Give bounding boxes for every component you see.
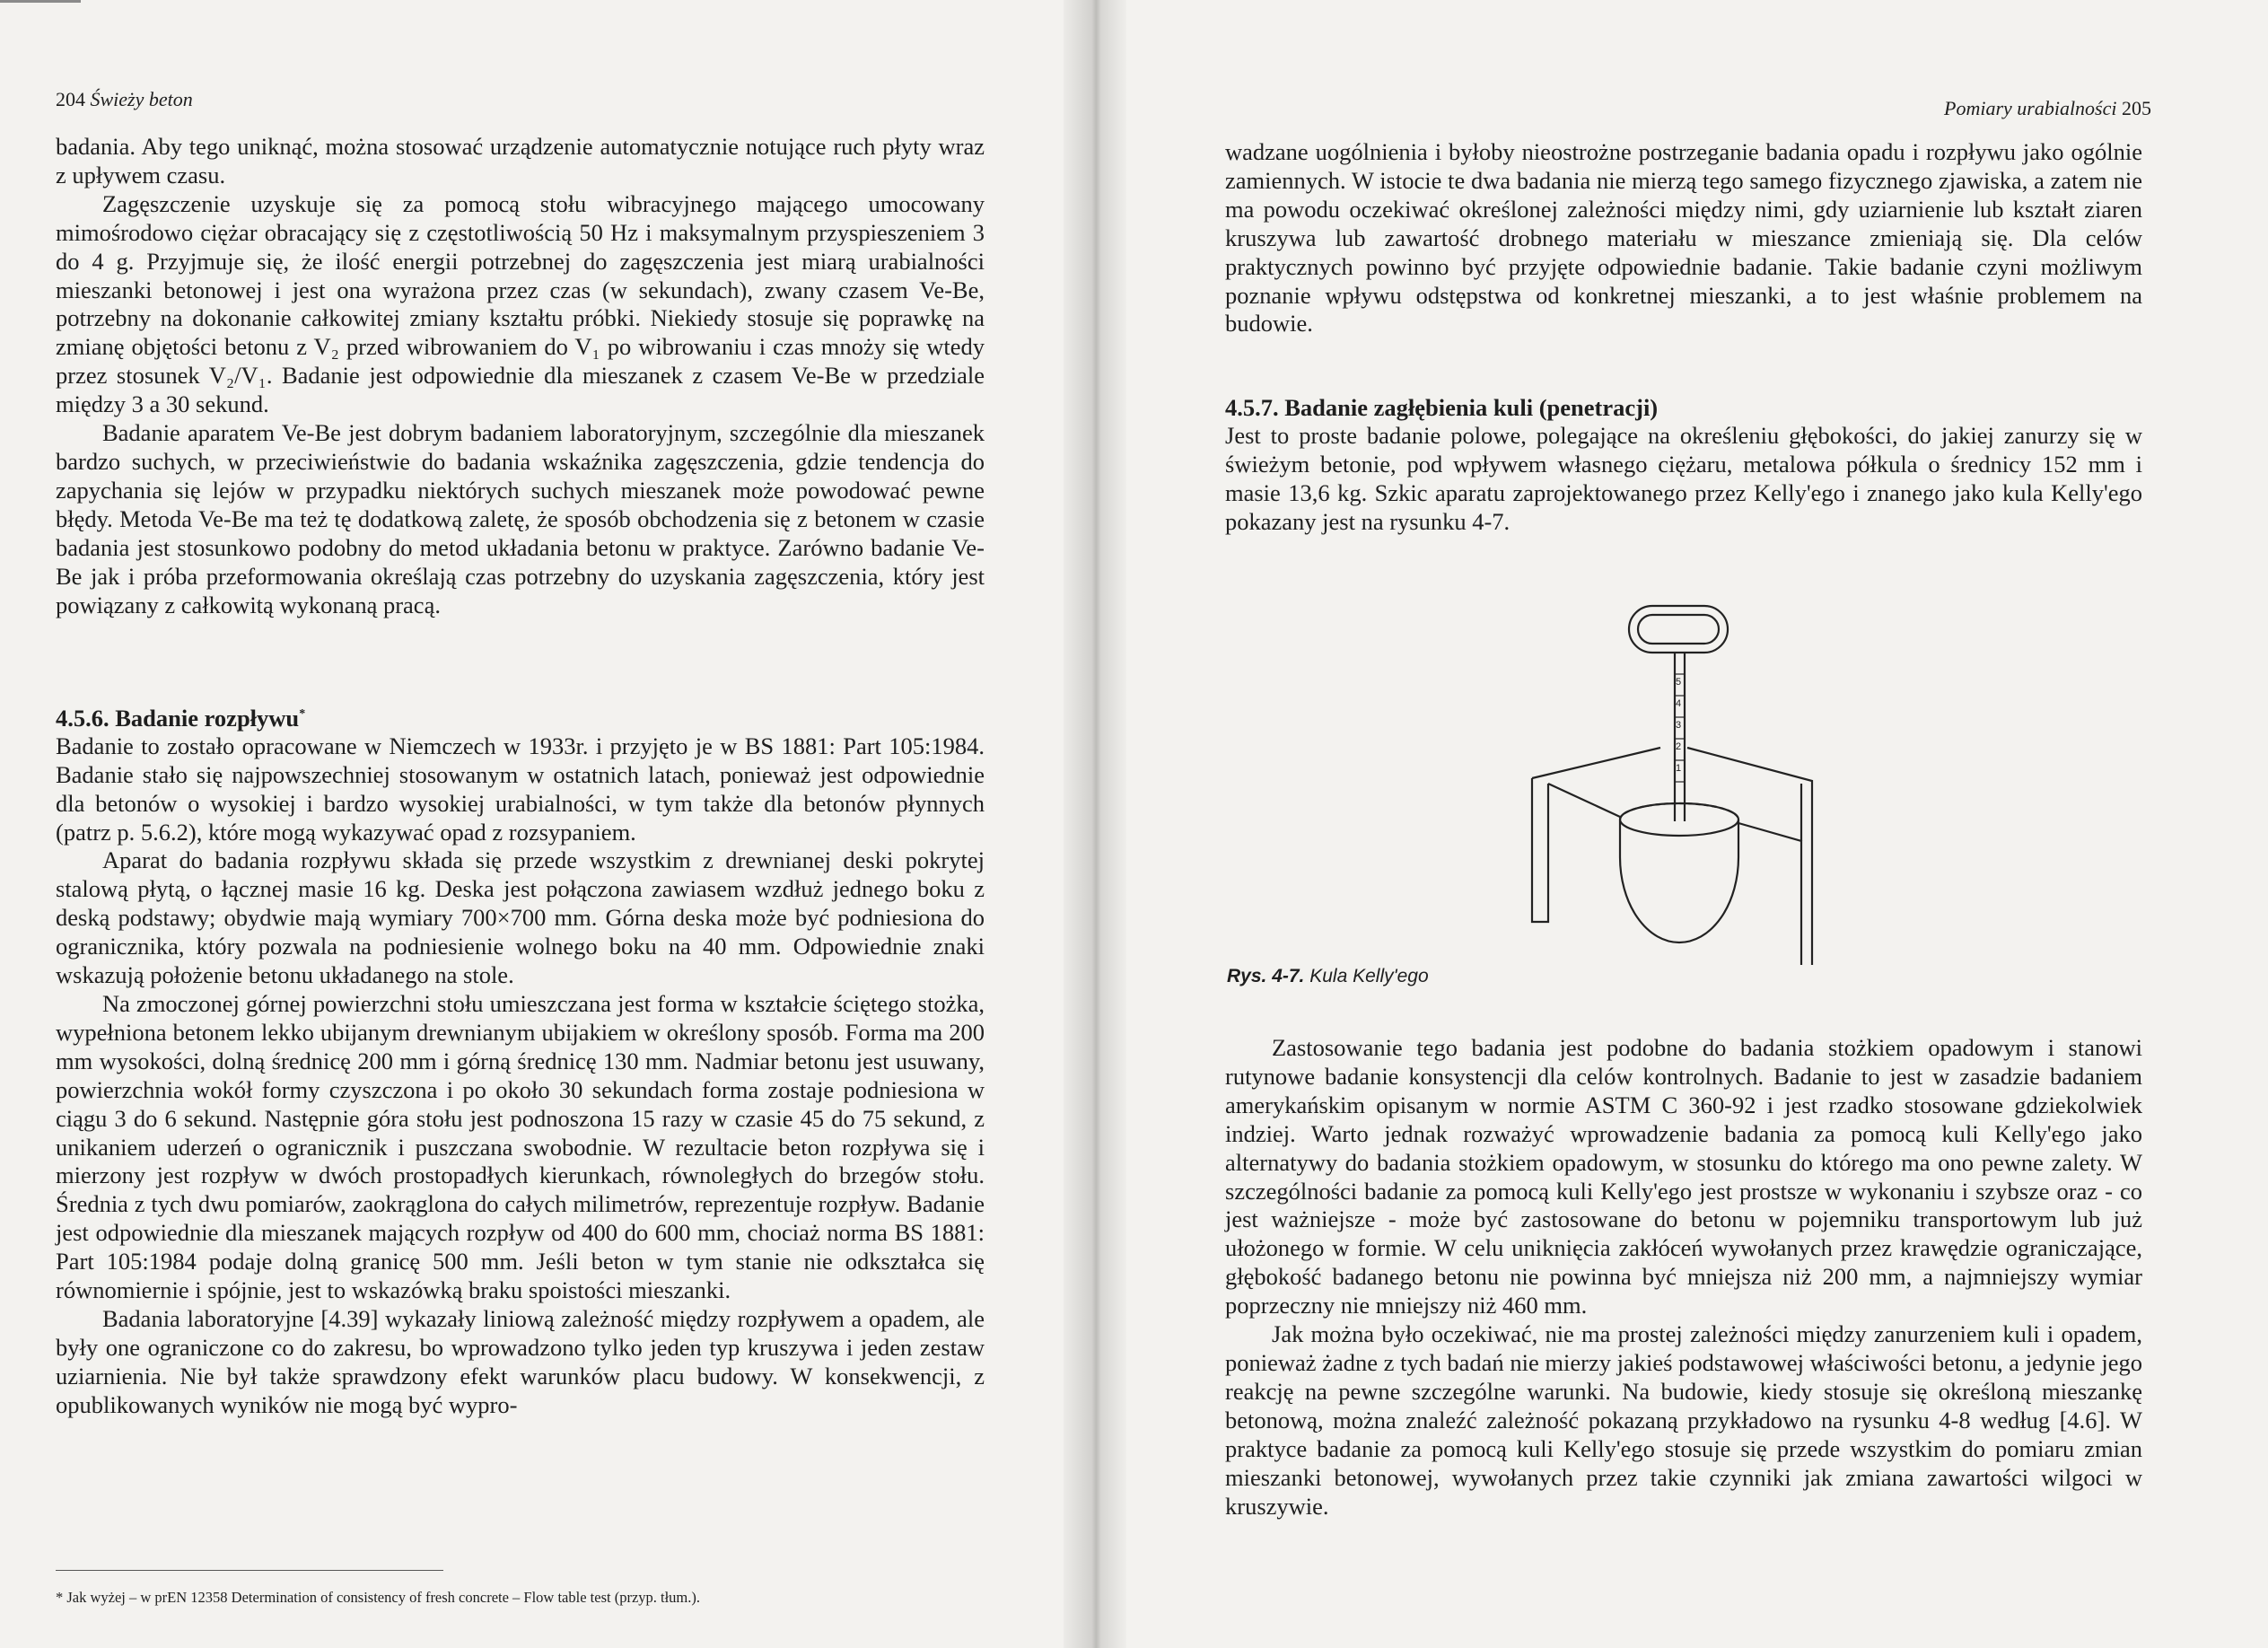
right-top-text: [1225, 138, 2142, 338]
left-running-header: [56, 88, 193, 111]
frame-top-back: [1532, 748, 1660, 778]
section-heading: 4.5.7. Badanie zagłębienia kuli (penetracji): [1225, 394, 1659, 421]
frame-top-right: [1687, 748, 1812, 843]
right-bottom-text: [1225, 1034, 2142, 1521]
scale-mark: 3: [1676, 720, 1682, 731]
paragraph: Jak można było oczekiwać, nie ma prostej zależności między zanurzeniem kuli i opadem, ponieważ żadne z tych badań nie mierzy jakieś podstawowej właściwości betonu, a jedynie jego reakcję na pewne szczególne warunki. Na budowie, kiedy stosuje się określoną mieszankę betonową, można znaleźć zależność pokazaną przykładowo na rysunku 4-8 według [4.6]. W praktyce badanie za pomocą kuli Kelly'ego stosuje się przede wszystkim do pomiaru zmian mieszanki betonowej, wywołanych przez takie czynniki jak zmiana zawartości wilgoci w kruszywie.: [1225, 1320, 2142, 1520]
section-4-5-6: [56, 700, 985, 1420]
page-number: 205: [2122, 97, 2151, 119]
left-top-text: [56, 133, 985, 619]
footnote-rule: [56, 1570, 443, 1571]
handle-loop: [1629, 606, 1728, 653]
handle-inner: [1638, 615, 1719, 644]
footnote: * Jak wyżej – w prEN 12358 Determination of consistency of fresh concrete – Flow table test (przyp. tłum.).: [56, 1589, 701, 1606]
paragraph: badania. Aby tego uniknąć, można stosować urządzenie automatycznie notujące ruch płyty wraz z upływem czasu.: [56, 133, 985, 188]
scale-mark: 4: [1676, 698, 1682, 709]
paragraph: Aparat do badania rozpływu składa się przede wszystkim z drewnianej deski pokrytej stalową płytą, o łącznej masie 16 kg. Deska jest połączona zawiasem wzdłuż jednego boku z deską podstawy; obydwie mają wymiary 700×700 mm. Górna deska może być podniesiona do ogranicznika, który pozwala na podniesienie wolnego boku na 40 mm. Odpowiednie znaki wskazują położenie betonu układanego na stole.: [56, 846, 985, 989]
paragraph: Badania laboratoryjne [4.39] wykazały liniową zależność między rozpływem a opadem, ale były one ograniczone co do zakresu, bo wprowadzono tylko jeden typ kruszywa i jeden zestaw uziarnienia. Nie był także sprawdzony efekt warunków placu budowy. W konsekwencji, z opublikowanych wyników nie mogą być wypro-: [56, 1304, 985, 1418]
hemisphere: [1620, 820, 1738, 942]
running-title: Pomiary urabialności: [1944, 97, 2117, 119]
paragraph: Zagęszczenie uzyskuje się za pomocą stołu wibracyjnego mającego umocowany mimośrodowo ciężar obracający się z częstotliwością 50 Hz i maksymalnym przyspieszeniem 3 do 4 g. Przyjmuje się, że ilość energii potrzebnej do zagęszczenia jest miarą urabialności mieszanki betonowej i jest ona wyrażona przez czas (w sekundach), zwany czasem Ve-Be, potrzebny na dokonanie całkowitej zmiany kształtu próbki. Niekiedy stosuje się poprawkę na zmianę objętości betonu z V₂ przed wibrowaniem do V₁ po wibrowaniu i czas mnoży się wtedy przez stosunek V₂/V₁. Badanie jest odpowiednie dla mieszanek z czasem Ve-Be w przedziale między 3 a 30 sekund.: [56, 189, 985, 418]
frame-left-leg: [1532, 778, 1548, 922]
section-heading-text: 4.5.6. Badanie rozpływu: [56, 704, 300, 732]
scale-mark: 2: [1676, 741, 1682, 752]
paragraph: Zastosowanie tego badania jest podobne do badania stożkiem opadowym i stanowi rutynowe badanie konsystencji dla celów kontrolnych. Badanie to jest w zasadzie badaniem amerykańskim opisanym w normie ASTM C 360-92 i jest rzadko stosowane gdziekolwiek indziej. Warto jednak rozważyć wprowadzenie badania za pomocą kuli Kelly'ego jako alternatywy do badania stożkiem opadowym, w stosunku do którego ma ono pewne zalety. W szczególności badanie za pomocą kuli Kelly'ego jest prostsze w wykonaniu i szybsze oraz - co jest ważniejsze - może być zastosowane do betonu w pojemniku transportowym lub już ułożonego w formie. W celu uniknięcia zakłóceń wywołanych przez krawędzie ograniczające, głębokość badanego betonu nie powinna być mniejsza niż 200 mm, a najmniejszy wymiar poprzeczny nie mniejszy niż 460 mm.: [1225, 1034, 2142, 1319]
paragraph: Na zmoczonej górnej powierzchni stołu umieszczana jest forma w kształcie ściętego stożka, wypełniona betonem lekko ubijanym drewnianym ubijakiem w określony sposób. Forma ma 200 mm wysokości, dolną średnicę 200 mm i górną średnicę 130 mm. Nadmiar betonu jest usuwany, powierzchnia wokół formy czyszczona i po około 30 sekundach forma zostaje podniesiona w ciągu 3 do 6 sekund. Następnie góra stołu jest podnoszona 15 razy w czasie 45 do 75 sekund, z unikaniem uderzeń o ogranicznik i puszczana swobodnie. W rezultacie beton rozpływa się i mierzony jest rozpływ w dwóch prostopadłych kierunkach, równoległych do brzegów stołu. Średnia z tych dwu pomiarów, zaokrąglona do całych milimetrów, reprezentuje rozpływ. Badanie jest odpowiednie dla mieszanek mających rozpływ od 400 do 600 mm, chociaż norma BS 1881: Part 105:1984 podaje dolną granicę 500 mm. Jeśli beton w tym stanie nie odkształca się równomiernie i spójnie, jest to wskazówką braku spoistości mieszanki.: [56, 989, 985, 1304]
running-title: Świeży beton: [90, 88, 193, 110]
paragraph: Jest to proste badanie polowe, polegające na określeniu głębokości, do jakiej zanurzy się w świeżym betonie, pod wpływem własnego ciężaru, metalowa półkula o średnicy 152 mm i masie 13,6 kg. Szkic aparatu zaprojektowanego przez Kelly'ego i znanego jako kula Kelly'ego pokazany jest na rysunku 4-7.: [1225, 422, 2142, 535]
paragraph: Badanie aparatem Ve-Be jest dobrym badaniem laboratoryjnym, szczególnie dla mieszanek bardzo suchych, w przeciwieństwie do badania wskaźnika zagęszczenia, gdzie tendencja do zapychania się lejów w przypadku niektórych suchych mieszanek może powodować pewne błędy. Metoda Ve-Be ma też tę dodatkową zaletę, że sposób obchodzenia się z betonem w czasie badania jest stosunkowo podobny do metod układania betonu w praktyce. Zarówno badanie Ve-Be jak i próba przeformowania określają czas potrzebny do uzyskania zagęszczenia, który jest powiązany z całkowitą wykonaną pracą.: [56, 419, 985, 618]
scale-mark: 1: [1676, 763, 1682, 774]
footnote-mark: *: [299, 707, 306, 721]
frame-top-left: [1548, 784, 1620, 817]
paragraph: Badanie to zostało opracowane w Niemczech w 1933r. i przyjęto je w BS 1881: Part 105:1984. Badanie stało się najpowszechniej stosowanym w ostatnich latach, ponieważ jest odpowiednie dla betonów o wysokiej i bardzo wysokiej urabialności, w tym także dla betonów płynnych (patrz p. 5.6.2), które mogą wykazywać opad z rozsypaniem.: [56, 732, 985, 846]
figure-label: Rys. 4-7.: [1227, 966, 1305, 986]
hidden-ring: [1620, 803, 1738, 820]
left-page: [0, 0, 1077, 1648]
page-number: 204: [56, 88, 85, 110]
kelly-ball-figure: [1476, 588, 1826, 965]
figure-caption: [1227, 966, 1429, 987]
section-4-5-7: [1225, 393, 2142, 537]
frame-right-leg: [1738, 823, 1801, 965]
section-heading: [56, 700, 985, 732]
figure-caption-text: Kula Kelly'ego: [1309, 966, 1429, 986]
scale-mark: 5: [1676, 677, 1682, 688]
right-running-header: [1944, 97, 2151, 120]
paragraph: wadzane uogólnienia i byłoby nieostrożne postrzeganie badania opadu i rozpływu jako ogólnie zamiennych. W istocie te dwa badania nie mierzą tego samego fizycznego zjawiska, a zatem nie ma powodu oczekiwać określonej zależności między nimi, gdy uziarnienie lub kształt ziaren kruszywa lub zawartość drobnego materiału w mieszance zmieniają się. Dla celów praktycznych powinno być przyjęte odpowiednie badanie. Takie badanie czyni możliwym poznanie wpływu odstępstwa od konkretnej mieszanki, a to jest właśnie problemem na budowie.: [1225, 138, 2142, 337]
